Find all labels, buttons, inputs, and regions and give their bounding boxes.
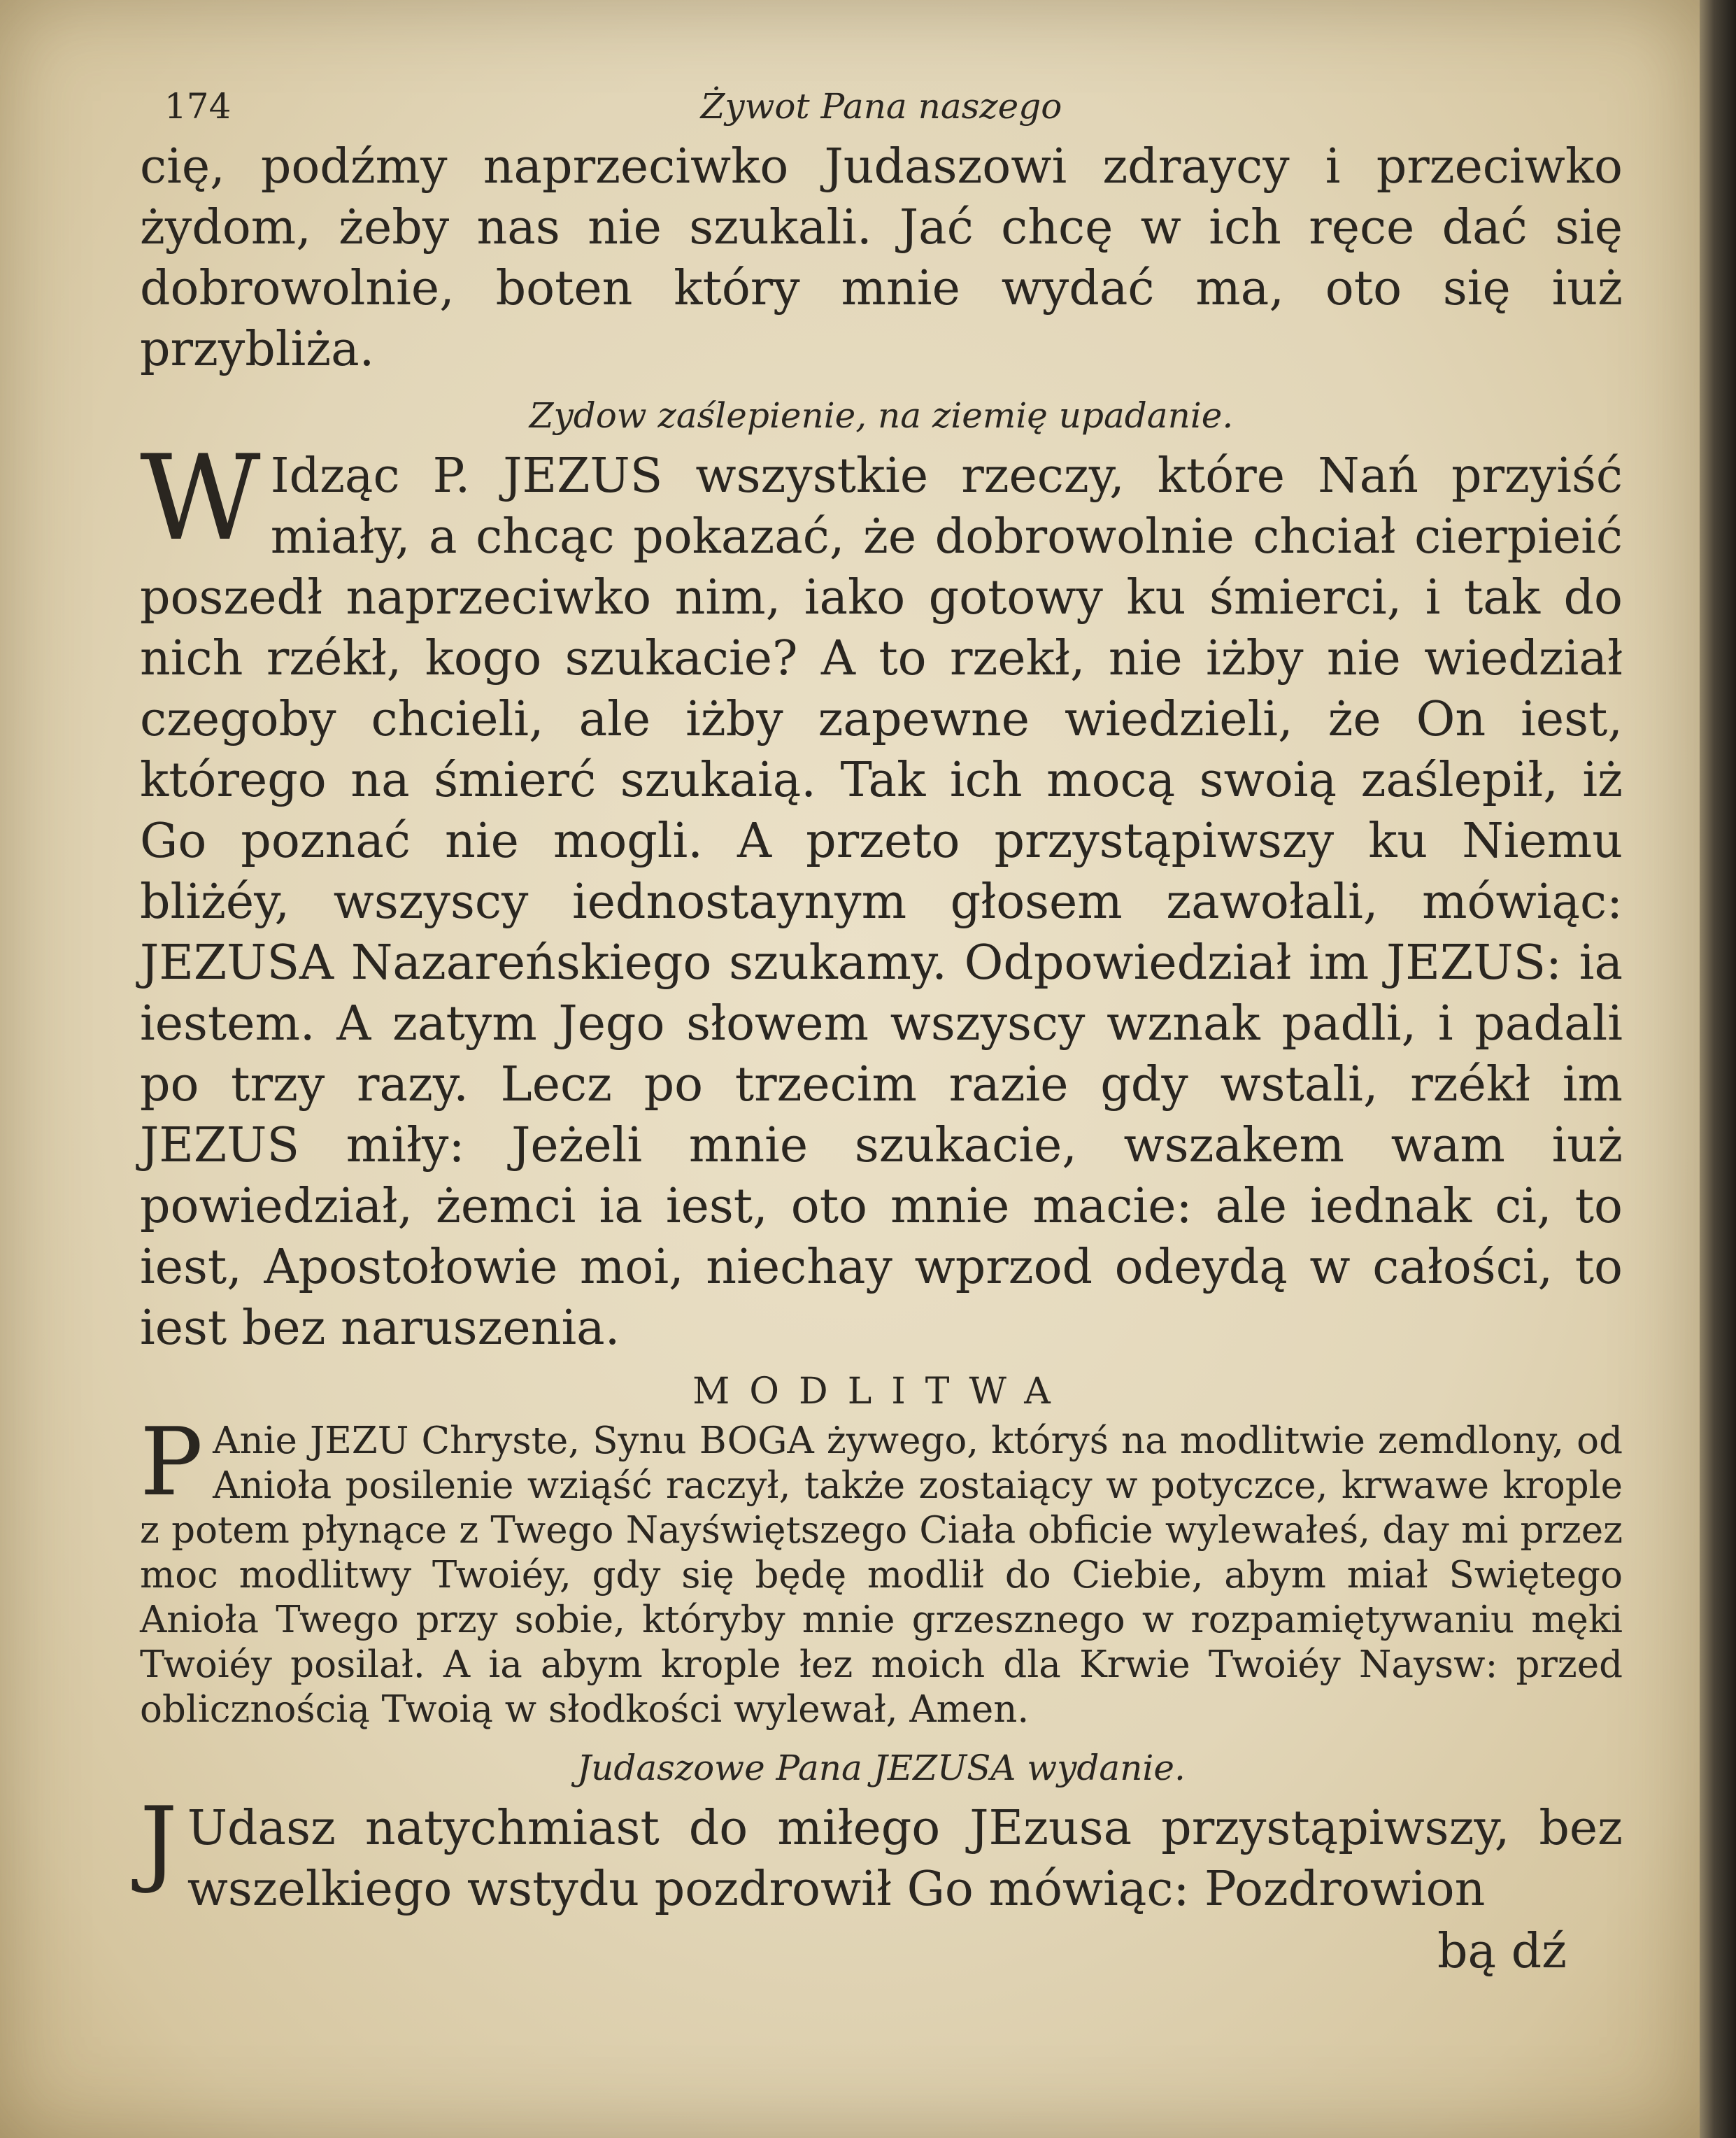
paragraph-betrayal [140,1787,1623,1920]
prayer-paragraph [140,1408,1623,1732]
prayer-text: Anie JEZU Chryste, Synu BOGA żywego, któryś na modlitwie zemdlony, od Anioła posilenie wziąść raczył, także zostaiący w potyczce, krwawe krople z potem płynące z Twego Nayświętszego Ciała obficie wylewałeś, day mi przez moc modlitwy Twoiéy, gdy się będę modlił do Ciebie, abym miał Swiętego Anioła Twego przy sobie, któryby mnie grzesznego w rozpamiętywaniu męki Twoiéy posilał. A ia abym krople łez moich dla Krwie Twoiéy Naysw: przed oblicznością Twoią w słodkości wylewał, Amen. [140,1420,1623,1731]
drop-cap-j: J [140,1787,178,1896]
text-block [140,80,1623,1979]
drop-cap-p: P [140,1408,204,1517]
prayer-title: MODLITWA [692,1371,1070,1413]
catchword: bą dź [1437,1924,1567,1979]
section-heading-betrayal: Judaszowe Pana JEZUSA wydanie. [577,1748,1186,1788]
page-number: 174 [164,86,232,127]
section-heading-blinding: Zydow zaślepienie, na ziemię upadanie. [529,395,1234,436]
page-header [140,80,1623,136]
paragraph-continuation: cię, podźmy naprzeciwko Judaszowi zdraycy i przeciwko żydom, żeby nas nie szukali. Jać chcę w ich ręce dać się dobrowolnie, boten który mnie wydać ma, oto się iuż przybliża. [140,139,1623,377]
paragraph-blinding-text: Idząc P. JEZUS wszystkie rzeczy, które Nań przyiść miały, a chcąc pokazać, że dobrowolnie chciał cierpieić poszedł naprzeciwko nim, iako gotowy ku śmierci, i tak do nich rzékł, kogo szukacie? A to rzekł, nie iżby nie wiedział czegoby chcieli, ale iżby zapewne wiedzieli, że On iest, którego na śmierć szukaią. Tak ich mocą swoią zaślepił, iż Go poznać nie mogli. A przeto przystąpiwszy ku Niemu bliżéy, wszyscy iednostaynym głosem zawołali, mówiąc: JEZUSA Nazareńskiego szukamy. Odpowiedział im JEZUS: ia iestem. A zatym Jego słowem wszyscy wznak padli, i padali po trzy razy. Lecz po trzecim razie gdy wstali, rzékł im JEZUS miły: Jeżeli mnie szukacie, wszakem wam iuż powiedział, żemci ia iest, oto mnie macie: ale iednak ci, to iest, Apostołowie moi, niechay wprzod odeydą w całości, to iest bez naruszenia. [140,448,1623,1356]
book-binding-edge [1700,0,1736,2138]
running-head: Żywot Pana naszego [700,86,1062,127]
drop-cap-w: W [140,430,261,567]
paragraph-blinding [140,430,1623,1359]
paragraph-betrayal-text: Udasz natychmiast do miłego JEzusa przystąpiwszy, bez wszelkiego wstydu pozdrowił Go mówiąc: Pozdrowion [187,1801,1623,1917]
